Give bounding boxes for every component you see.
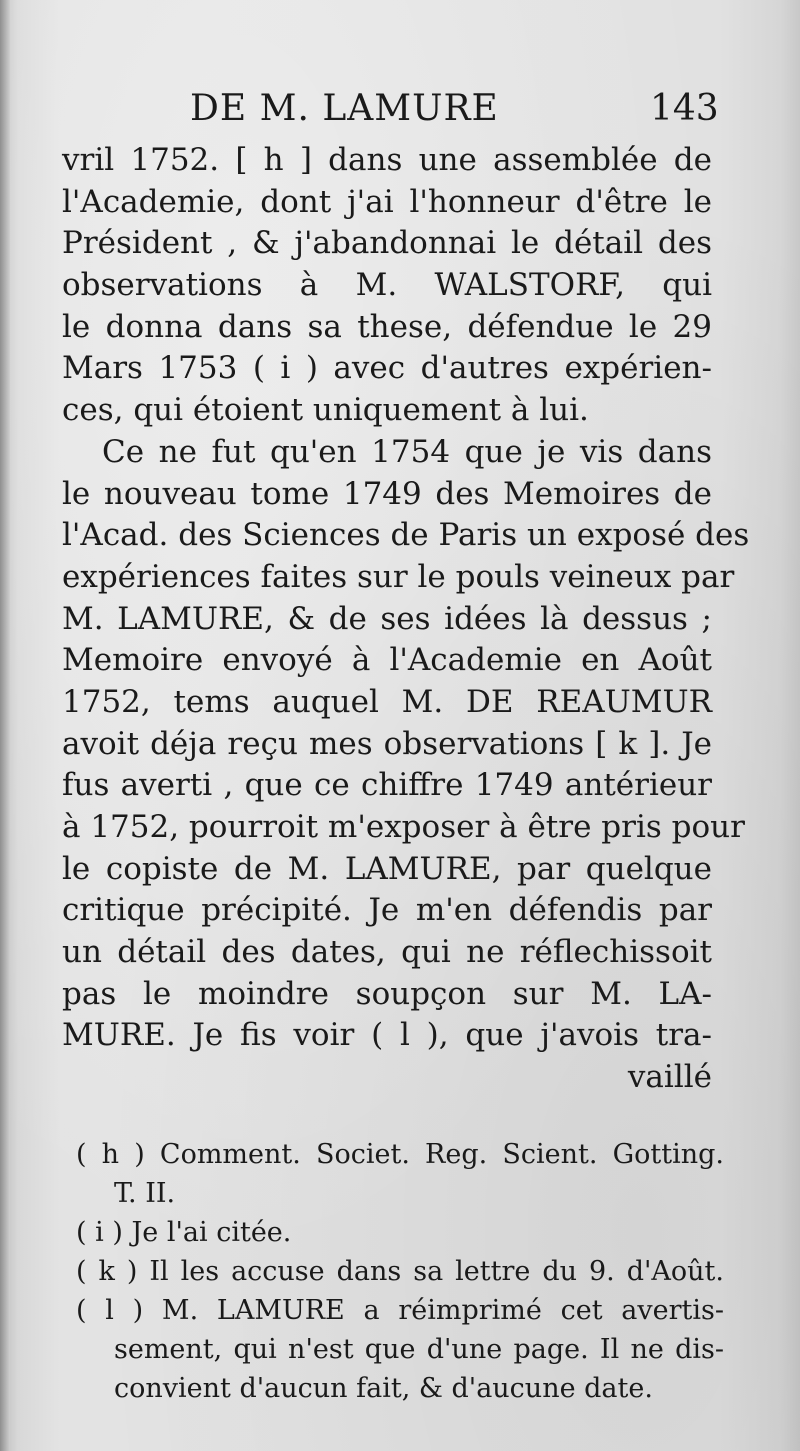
- text-line: ces, qui étoient uniquement à lui.: [62, 392, 589, 429]
- text-line: fus averti , que ce chiffre 1749 antérieur: [62, 767, 712, 804]
- footnote-continuation: sement, qui n'est que d'une page. Il ne dis-: [114, 1334, 724, 1365]
- text-line: MURE. Je fis voir ( l ), que j'avois tra-: [62, 1017, 712, 1054]
- running-title: DE M. LAMURE: [190, 88, 499, 129]
- footnote-continuation: T. II.: [114, 1178, 176, 1209]
- text-line: vril 1752. [ h ] dans une assemblée de: [62, 142, 712, 178]
- footnote: ( i ) Je l'ai citée.: [76, 1217, 292, 1248]
- footnotes: [76, 1135, 724, 1408]
- page-header: [0, 88, 800, 138]
- text-line: M. LAMURE, & de ses idées là dessus ;: [62, 600, 712, 637]
- body-text: [62, 140, 750, 1099]
- footnote-continuation: convient d'aucun fait, & d'aucune date.: [114, 1373, 653, 1404]
- catchword: vaillé: [627, 1059, 712, 1096]
- text-line: observations à M. WALSTORF, qui: [62, 267, 712, 304]
- footnote: ( l ) M. LAMURE a réimprimé cet avertis-: [76, 1295, 724, 1326]
- text-line: le nouveau tome 1749 des Memoires de: [62, 475, 712, 512]
- text-line: un détail des dates, qui ne réflechissoit: [62, 934, 712, 971]
- footnote: ( k ) Il les accuse dans sa lettre du 9. d'Août.: [76, 1256, 724, 1287]
- text-line: l'Academie, dont j'ai l'honneur d'être le: [62, 183, 712, 220]
- text-line: avoit déja reçu mes observations [ k ]. Je: [62, 725, 712, 762]
- footnote: ( h ) Comment. Societ. Reg. Scient. Gotting.: [76, 1139, 724, 1170]
- text-line: le donna dans sa these, défendue le 29: [62, 308, 712, 345]
- text-line: expériences faites sur le pouls veineux par: [62, 558, 735, 595]
- text-line: Ce ne fut qu'en 1754 que je vis dans: [102, 433, 712, 470]
- text-line: à 1752, pourroit m'exposer à être pris pour: [62, 809, 745, 845]
- text-line: Président , & j'abandonnai le détail des: [62, 225, 712, 262]
- text-line: le copiste de M. LAMURE, par quelque: [62, 850, 712, 887]
- text-line: l'Acad. des Sciences de Paris un exposé des: [62, 517, 750, 554]
- text-line: Memoire envoyé à l'Academie en Août: [62, 642, 712, 679]
- page-number: 143: [650, 88, 719, 129]
- text-line: pas le moindre soupçon sur M. LA-: [62, 975, 712, 1012]
- page-binding-edge: [0, 0, 10, 1451]
- text-line: Mars 1753 ( i ) avec d'autres expérien-: [62, 350, 712, 387]
- text-line: 1752, tems auquel M. DE REAUMUR: [62, 683, 712, 720]
- text-line: critique précipité. Je m'en défendis par: [62, 892, 712, 929]
